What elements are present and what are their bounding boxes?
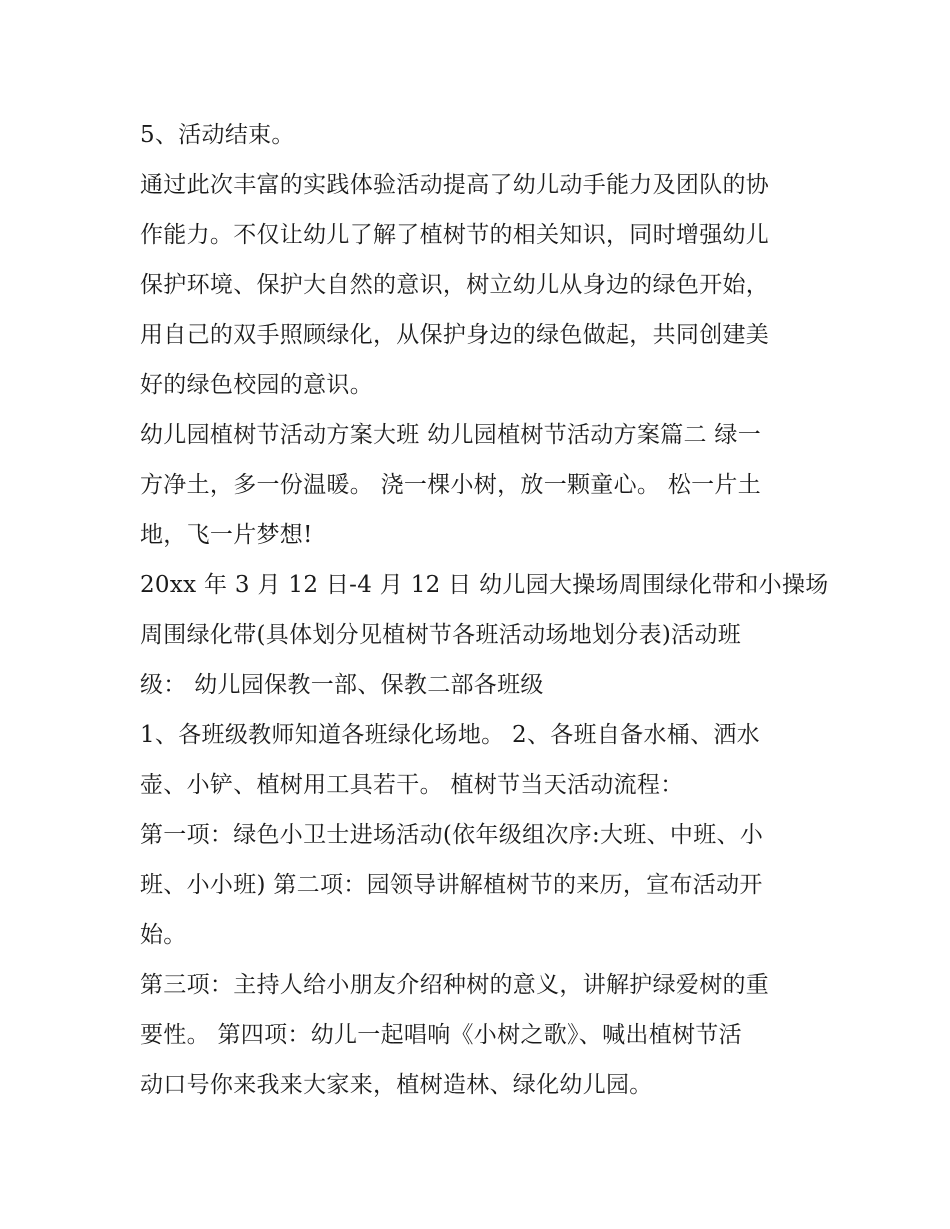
text-line: 要性。 第四项：幼儿一起唱响《小树之歌》、喊出植树节活 [140,1022,742,1048]
text-line: 级： 幼儿园保教一部、保教二部各班级 [140,672,544,698]
text-line: 1、各班级教师知道各班绿化场地。 2、各班自备水桶、洒水 [140,722,760,748]
text-line: 作能力。不仅让幼儿了解了植树节的相关知识，同时增强幼儿 [140,222,770,248]
text-line: 动口号你来我来大家来，植树造林、绿化幼儿园。 [140,1072,653,1098]
text-line: 5、活动结束。 [140,122,295,148]
text-line: 第一项：绿色小卫士进场活动(依年级组次序:大班、中班、小 [140,822,764,848]
text-line: 始。 [140,922,187,948]
text-line: 壶、小铲、植树用工具若干。 植树节当天活动流程： [140,772,684,798]
text-line: 好的绿色校园的意识。 [140,372,373,398]
text-line: 通过此次丰富的实践体验活动提高了幼儿动手能力及团队的协 [140,172,770,198]
text-line: 保护环境、保护大自然的意识，树立幼儿从身边的绿色开始， [140,272,770,298]
text-line: 方净土，多一份温暖。 浇一棵小树，放一颗童心。 松一片土 [140,472,762,498]
text-line: 地，飞一片梦想! [140,522,313,548]
text-line: 20xx 年 3 月 12 日-4 月 12 日 幼儿园大操场周围绿化带和小操场 [140,572,829,598]
text-line: 幼儿园植树节活动方案大班 幼儿园植树节活动方案篇二 绿一 [140,422,762,448]
text-line: 用自己的双手照顾绿化，从保护身边的绿色做起，共同创建美 [140,322,770,348]
text-line: 周围绿化带(具体划分见植树节各班活动场地划分表)活动班 [140,622,742,648]
text-line: 班、小小班) 第二项：园领导讲解植树节的来历，宣布活动开 [140,872,763,898]
document-body [140,110,829,1110]
text-line: 第三项：主持人给小朋友介绍种树的意义，讲解护绿爱树的重 [140,972,770,998]
